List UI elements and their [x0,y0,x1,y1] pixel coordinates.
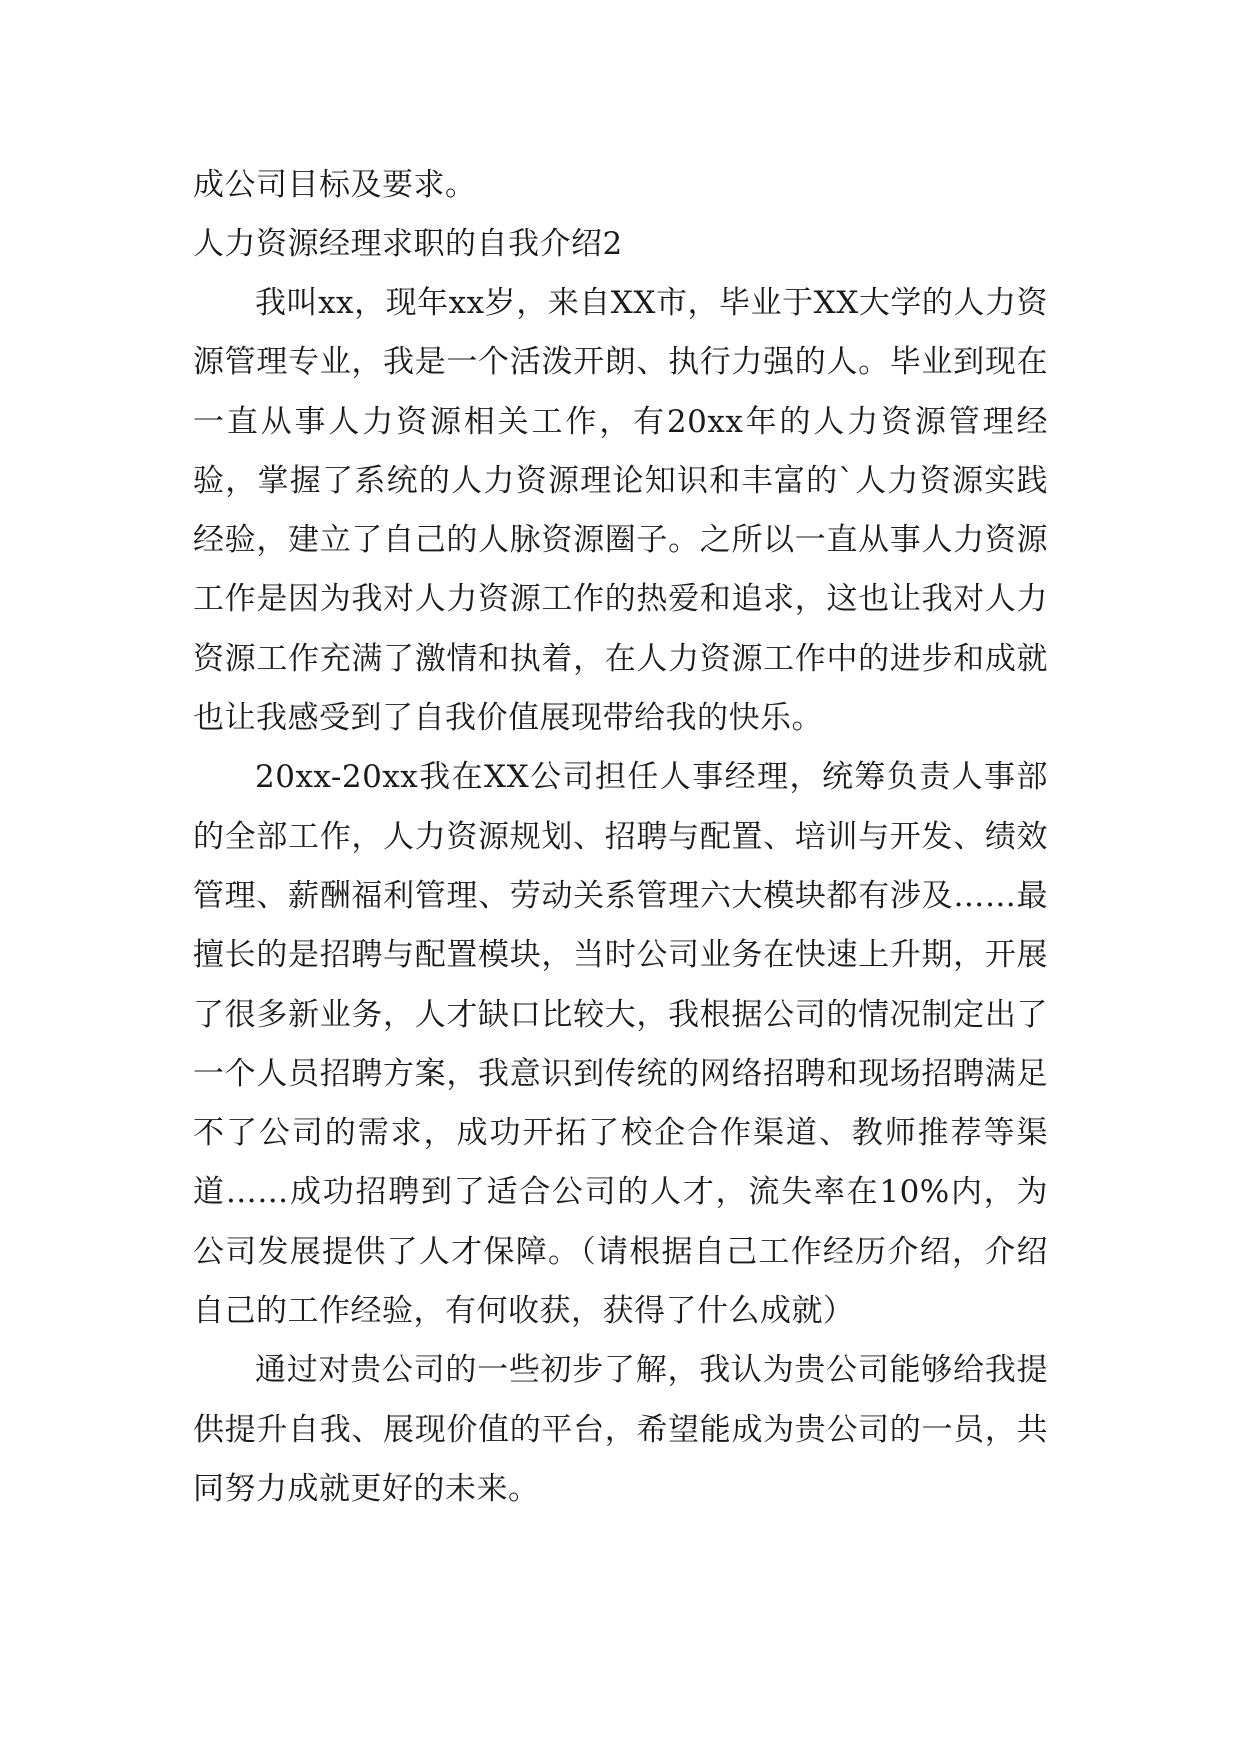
document-body [193,156,1048,1519]
paragraph-closing: 通过对贵公司的一些初步了解，我认为贵公司能够给我提供提升自我、展现价值的平台，希望能成为贵公司的一员，共同努力成就更好的未来。 [193,1352,1048,1507]
paragraph-experience: 20xx-20xx我在XX公司担任人事经理，统筹负责人事部的全部工作，人力资源规划、招聘与配置、培训与开发、绩效管理、薪酬福利管理、劳动关系管理六大模块都有涉及……最擅长的是招聘与配置模块，当时公司业务在快速上升期，开展了很多新业务，人才缺口比较大，我根据公司的情况制定出了一个人员招聘方案，我意识到传统的网络招聘和现场招聘满足不了公司的需求，成功开拓了校企合作渠道、教师推荐等渠道……成功招聘到了适合公司的人才，流失率在10%内，为公司发展提供了人才保障。（请根据自己工作经历介绍，介绍自己的工作经验，有何收获，获得了什么成就） [193,759,1049,1330]
section-title: 人力资源经理求职的自我介绍2 [193,226,623,262]
paragraph-intro: 我叫xx，现年xx岁，来自XX市，毕业于XX大学的人力资源管理专业，我是一个活泼开朗、执行力强的人。毕业到现在一直从事人力资源相关工作，有20xx年的人力资源管理经验，掌握了系统的人力资源理论知识和丰富的`人力资源实践经验，建立了自己的人脉资源圈子。之所以一直从事人力资源工作是因为我对人力资源工作的热爱和追求，这也让我对人力资源工作充满了激情和执着，在人力资源工作中的进步和成就也让我感受到了自我价值展现带给我的快乐。 [193,285,1048,737]
continuation-line: 成公司目标及要求。 [193,167,477,203]
